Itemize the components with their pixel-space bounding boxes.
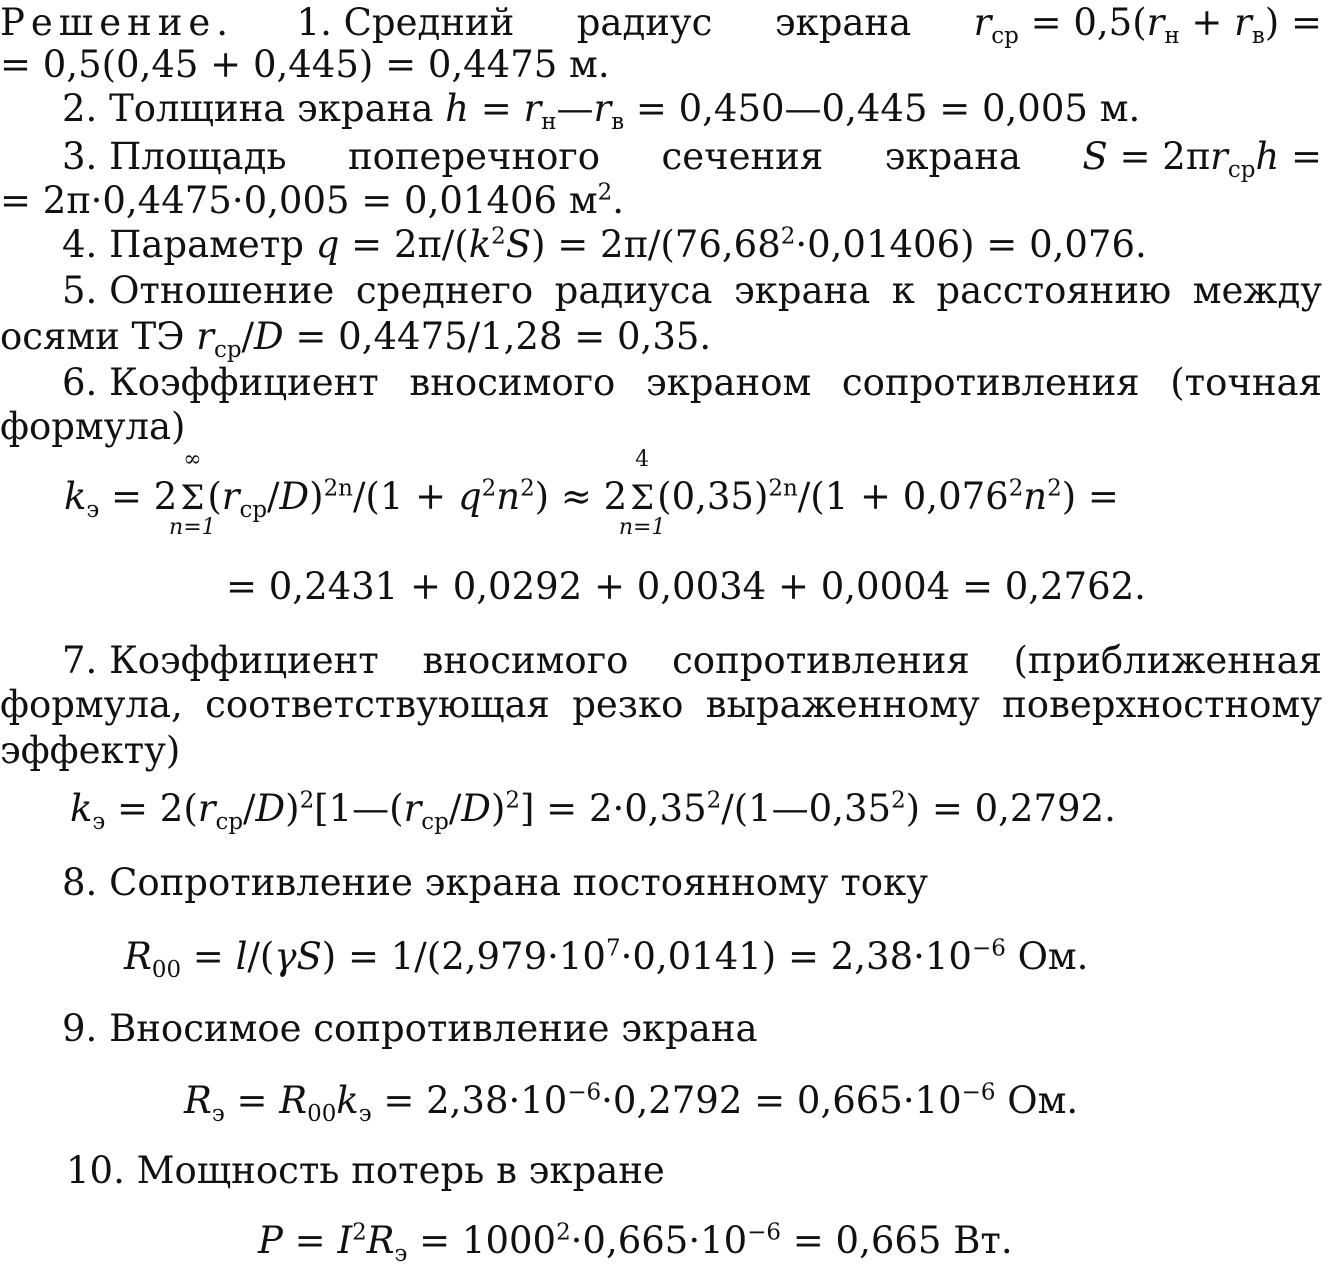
text: Ом.	[995, 1079, 1079, 1122]
step-1-result: = 0,5(0,45 + 0,445) = 0,4475 м.	[0, 43, 610, 86]
text: 4. Параметр	[62, 223, 316, 266]
superscript: −6	[961, 1079, 996, 1106]
superscript: 2	[597, 179, 613, 206]
text: = 0,4475/1,28 = 0,35.	[283, 315, 712, 358]
text: поперечного	[347, 135, 601, 178]
text: ) ≈ 2	[534, 475, 628, 518]
symbol: S	[505, 223, 532, 266]
subscript: ср	[1227, 157, 1256, 184]
superscript: 2	[352, 1219, 367, 1246]
superscript: 2	[1047, 475, 1062, 502]
formula-k-approx	[70, 786, 1116, 836]
symbol: r	[1234, 1, 1252, 44]
sum-upper-limit: ∞	[183, 447, 202, 472]
formula	[973, 0, 1322, 50]
text: /	[241, 315, 254, 358]
text: = 1000	[407, 1219, 557, 1262]
text: расстоянию	[936, 269, 1172, 312]
text: ·0,01406) = 0,076.	[795, 223, 1147, 266]
step-5-line	[62, 268, 1322, 314]
text: 1. Средний	[296, 1, 515, 44]
text: ·0,2792 = 0,665·10	[601, 1079, 962, 1122]
symbol: k	[64, 475, 87, 518]
text: )	[490, 787, 506, 830]
superscript: 2	[299, 787, 315, 814]
text: 5. Отношение	[62, 269, 335, 312]
subscript: 00	[151, 957, 182, 984]
step-2-line	[62, 86, 1141, 136]
symbol: r	[523, 87, 542, 130]
text: = 2π/(	[339, 223, 469, 266]
symbol: k	[336, 1079, 359, 1122]
symbol: R	[279, 1079, 308, 1122]
text: вносимого	[409, 361, 616, 404]
sum-symbol	[169, 447, 216, 540]
subscript: в	[1251, 23, 1265, 50]
formula-r00	[124, 934, 1089, 984]
step-7-line-2	[0, 682, 1322, 728]
subscript: н	[1164, 23, 1180, 50]
symbol: r	[1210, 135, 1228, 178]
symbol: γS	[274, 935, 322, 978]
text: )	[285, 787, 300, 830]
sum-symbol	[618, 447, 666, 540]
superscript: 2	[556, 1219, 571, 1246]
superscript: 2	[505, 787, 520, 814]
subscript: э	[86, 497, 100, 524]
subscript: ср	[991, 23, 1019, 50]
superscript: −6	[747, 1219, 782, 1246]
text: = 0,665 Вт.	[781, 1219, 1013, 1262]
formula	[1082, 134, 1322, 184]
subscript: э	[92, 809, 106, 836]
symbol: I	[337, 1219, 353, 1262]
text: = 2	[99, 475, 178, 518]
step-3-result	[0, 178, 624, 224]
text: =	[224, 1079, 280, 1122]
text: к	[891, 269, 915, 312]
subscript: 00	[307, 1101, 337, 1128]
symbol: P	[258, 1219, 283, 1262]
symbol: D	[461, 787, 491, 830]
step-1-line	[0, 0, 1322, 50]
superscript: −6	[567, 1079, 602, 1106]
text: =	[282, 1219, 338, 1262]
text: 3. Площадь	[62, 135, 287, 178]
superscript: 2n	[323, 475, 353, 502]
text: /(	[247, 935, 275, 978]
subscript: ср	[239, 497, 268, 524]
sum-lower-limit: n=1	[169, 515, 216, 540]
symbol: h	[1255, 135, 1280, 178]
step-6-line	[62, 360, 1322, 406]
text: среднего	[355, 269, 534, 312]
text: (	[207, 475, 222, 518]
text: (точная	[1170, 361, 1322, 404]
text: между	[1192, 269, 1322, 312]
sigma: Σ	[180, 478, 205, 518]
superscript: 2	[780, 223, 796, 250]
symbol: r	[221, 475, 240, 518]
text: .	[612, 179, 624, 222]
sum-upper-limit: 4	[635, 447, 650, 472]
formula-k-exact	[64, 447, 1119, 540]
text: поверхностному	[1002, 683, 1322, 726]
symbol: D	[255, 787, 286, 830]
text: /	[267, 475, 280, 518]
solution-label: Решение.	[0, 1, 235, 44]
subscript: ср	[213, 337, 242, 364]
symbol: r	[973, 1, 992, 44]
text: ] = 2·0,35	[519, 787, 707, 830]
text: /(1 +	[352, 475, 458, 518]
text: радиус	[576, 1, 713, 44]
step-7-continuation: эффекту)	[0, 729, 181, 772]
step-9-line: 9. Вносимое сопротивление экрана	[62, 1007, 758, 1050]
subscript: ср	[215, 809, 243, 836]
superscript: 2	[491, 223, 506, 250]
text: вносимого	[422, 639, 629, 682]
text: ) =	[1061, 475, 1119, 518]
subscript: э	[358, 1101, 372, 1128]
text: экрана	[774, 1, 912, 44]
text: экрана	[884, 135, 1021, 178]
symbol: q	[315, 223, 340, 266]
symbol: r	[196, 315, 214, 358]
text: сечения	[661, 135, 824, 178]
text: = 2(	[105, 787, 198, 830]
superscript: 2	[481, 475, 497, 502]
text: =	[181, 935, 236, 978]
symbol: h	[445, 87, 469, 130]
superscript: 7	[605, 935, 621, 962]
formula-re	[184, 1078, 1079, 1128]
symbol: R	[184, 1079, 212, 1122]
symbol: n	[496, 475, 521, 518]
symbol: R	[124, 935, 152, 978]
symbol: n	[1023, 475, 1048, 518]
superscript: 2	[520, 475, 535, 502]
text: ) =	[1264, 1, 1322, 44]
text: Ом.	[1005, 935, 1089, 978]
text: —	[556, 87, 594, 130]
text: экраном	[645, 361, 812, 404]
text: )	[309, 475, 324, 518]
step-5-result	[0, 314, 712, 364]
text: сопротивления	[841, 361, 1140, 404]
subscript: э	[394, 1241, 408, 1267]
sum-lower-limit: n=1	[618, 515, 666, 540]
text: ) = 0,2792.	[905, 787, 1116, 830]
text: 2. Толщина экрана	[62, 87, 446, 130]
step-7-line	[62, 638, 1322, 684]
text: соответствующая	[205, 683, 550, 726]
step-4-line	[62, 222, 1147, 268]
text: =	[468, 87, 524, 130]
text: = 0,5(	[1018, 1, 1147, 44]
text: ·0,0141) = 2,38·10	[620, 935, 972, 978]
text: [1—(	[314, 787, 404, 830]
symbol: D	[279, 475, 310, 518]
text: резко	[572, 683, 684, 726]
superscript: 2	[706, 787, 722, 814]
text: = 2,38·10	[371, 1079, 568, 1122]
superscript: 2	[1008, 475, 1024, 502]
symbol: S	[1082, 135, 1108, 178]
text: ) = 1/(2,979·10	[321, 935, 606, 978]
symbol: q	[457, 475, 482, 518]
step-6-continuation: формула)	[0, 405, 186, 448]
subscript: ср	[421, 809, 449, 836]
symbol: r	[1146, 1, 1165, 44]
text: ·0,665·10	[570, 1219, 748, 1262]
symbol: D	[253, 315, 284, 358]
symbol: R	[366, 1219, 395, 1262]
step-10-line: 10. Мощность потерь в экране	[66, 1149, 665, 1192]
formula-k-sum-result: = 0,2431 + 0,0292 + 0,0034 + 0,0004 = 0,2762.	[226, 565, 1146, 608]
superscript: 2	[891, 787, 906, 814]
text: 6. Коэффициент	[62, 361, 379, 404]
symbol: k	[70, 787, 93, 830]
text: /	[243, 787, 256, 830]
text: = 0,450—0,445 = 0,005 м.	[624, 87, 1141, 130]
text: (0,35)	[657, 475, 769, 518]
text: /(1—0,35	[721, 787, 892, 830]
step-3-line	[62, 134, 1322, 184]
formula-power	[258, 1218, 1013, 1267]
subscript: в	[611, 109, 625, 136]
text: 7. Коэффициент	[62, 639, 379, 682]
text: +	[1179, 1, 1235, 44]
text: /	[448, 787, 462, 830]
subscript: н	[541, 109, 557, 136]
text: =	[1279, 135, 1322, 178]
text: выраженному	[705, 683, 980, 726]
subscript: э	[211, 1101, 225, 1128]
symbol: k	[468, 223, 492, 266]
symbol: r	[403, 787, 422, 830]
superscript: −6	[971, 935, 1006, 962]
symbol: r	[197, 787, 216, 830]
text: экрана	[733, 269, 871, 312]
text: радиуса	[554, 269, 713, 312]
superscript: 2n	[768, 475, 798, 502]
symbol: l	[235, 935, 248, 978]
text: формула,	[0, 683, 183, 726]
text: ) = 2π/(76,68	[531, 223, 781, 266]
text: сопротивления	[672, 639, 970, 682]
sigma: Σ	[630, 478, 655, 518]
step-8-line: 8. Сопротивление экрана постоянному току	[62, 861, 928, 904]
symbol: r	[593, 87, 612, 130]
text: = 2π·0,4475·0,005 = 0,01406 м	[0, 179, 598, 222]
text: (приближенная	[1013, 639, 1322, 682]
text: осями ТЭ	[0, 315, 197, 358]
text: /(1 + 0,076	[797, 475, 1009, 518]
text: = 2π	[1107, 135, 1211, 178]
